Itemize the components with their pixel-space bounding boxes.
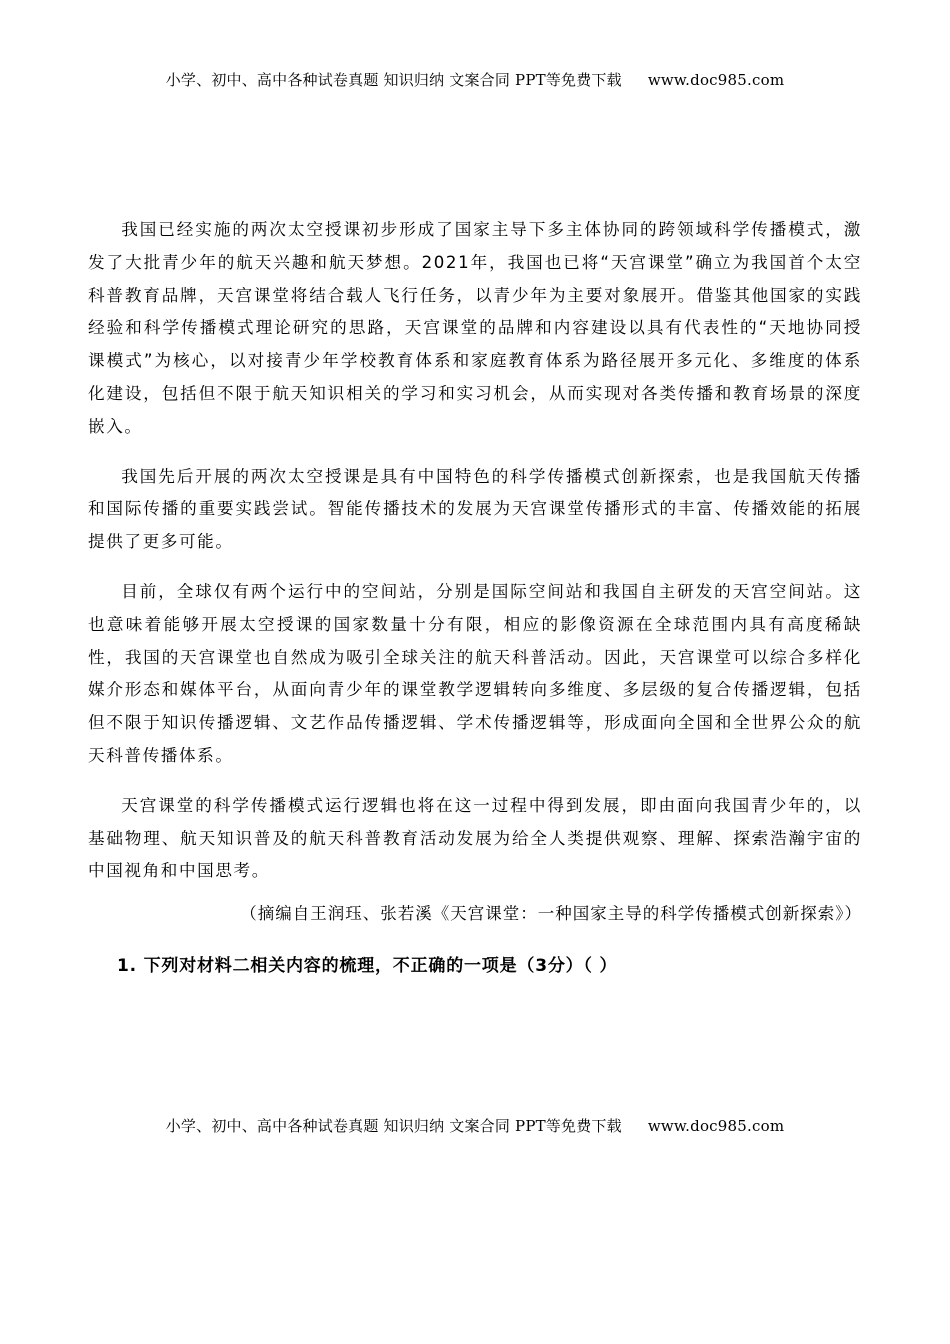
footer-text: 小学、初中、高中各种试卷真题 知识归纳 文案合同 PPT等免费下载 [165, 1117, 622, 1135]
paragraph-1: 我国已经实施的两次太空授课初步形成了国家主导下多主体协同的跨领域科学传播模式，激发了大批青少年的航天兴趣和航天梦想。2021年，我国也已将“天宫课堂”确立为我国首个太空科普教育品牌，天宫课堂将结合载人飞行任务，以青少年为主要对象展开。借鉴其他国家的实践经验和科学传播模式理论研究的思路，天宫课堂的品牌和内容建设以具有代表性的“天地协同授课模式”为核心，以对接青少年学校教育体系和家庭教育体系为路径展开多元化、多维度的体系化建设，包括但不限于航天知识相关的学习和实习机会，从而实现对各类传播和教育场景的深度嵌入。 [88, 220, 862, 436]
paragraph-3: 目前，全球仅有两个运行中的空间站，分别是国际空间站和我国自主研发的天宫空间站。这也意味着能够开展太空授课的国家数量十分有限，相应的影像资源在全球范围内具有高度稀缺性，我国的天宫课堂也自然成为吸引全球关注的航天科普活动。因此，天宫课堂可以综合多样化媒介形态和媒体平台，从面向青少年的课堂教学逻辑转向多维度、多层级的复合传播逻辑，包括但不限于知识传播逻辑、文艺作品传播逻辑、学术传播逻辑等，形成面向全国和全世界公众的航天科普传播体系。 [88, 581, 862, 765]
article-body [88, 214, 862, 902]
source-citation: （摘编自王润珏、张若溪《天宫课堂：一种国家主导的科学传播模式创新探索》） [240, 904, 862, 923]
header-text: 小学、初中、高中各种试卷真题 知识归纳 文案合同 PPT等免费下载 [165, 71, 622, 89]
paragraph-4: 天宫课堂的科学传播模式运行逻辑也将在这一过程中得到发展，即由面向我国青少年的，以基础物理、航天知识普及的航天科普教育活动发展为给全人类提供观察、理解、探索浩瀚宇宙的中国视角和中国思考。 [88, 795, 862, 881]
page-header [0, 69, 950, 90]
footer-url[interactable]: www.doc985.com [647, 1117, 785, 1135]
page-footer [0, 1115, 950, 1136]
question-1: 1. 下列对材料二相关内容的梳理，不正确的一项是（3分）（ ） [117, 956, 618, 976]
header-url[interactable]: www.doc985.com [647, 71, 785, 89]
paragraph-2: 我国先后开展的两次太空授课是具有中国特色的科学传播模式创新探索，也是我国航天传播和国际传播的重要实践尝试。智能传播技术的发展为天宫课堂传播形式的丰富、传播效能的拓展提供了更多可能。 [88, 466, 862, 552]
